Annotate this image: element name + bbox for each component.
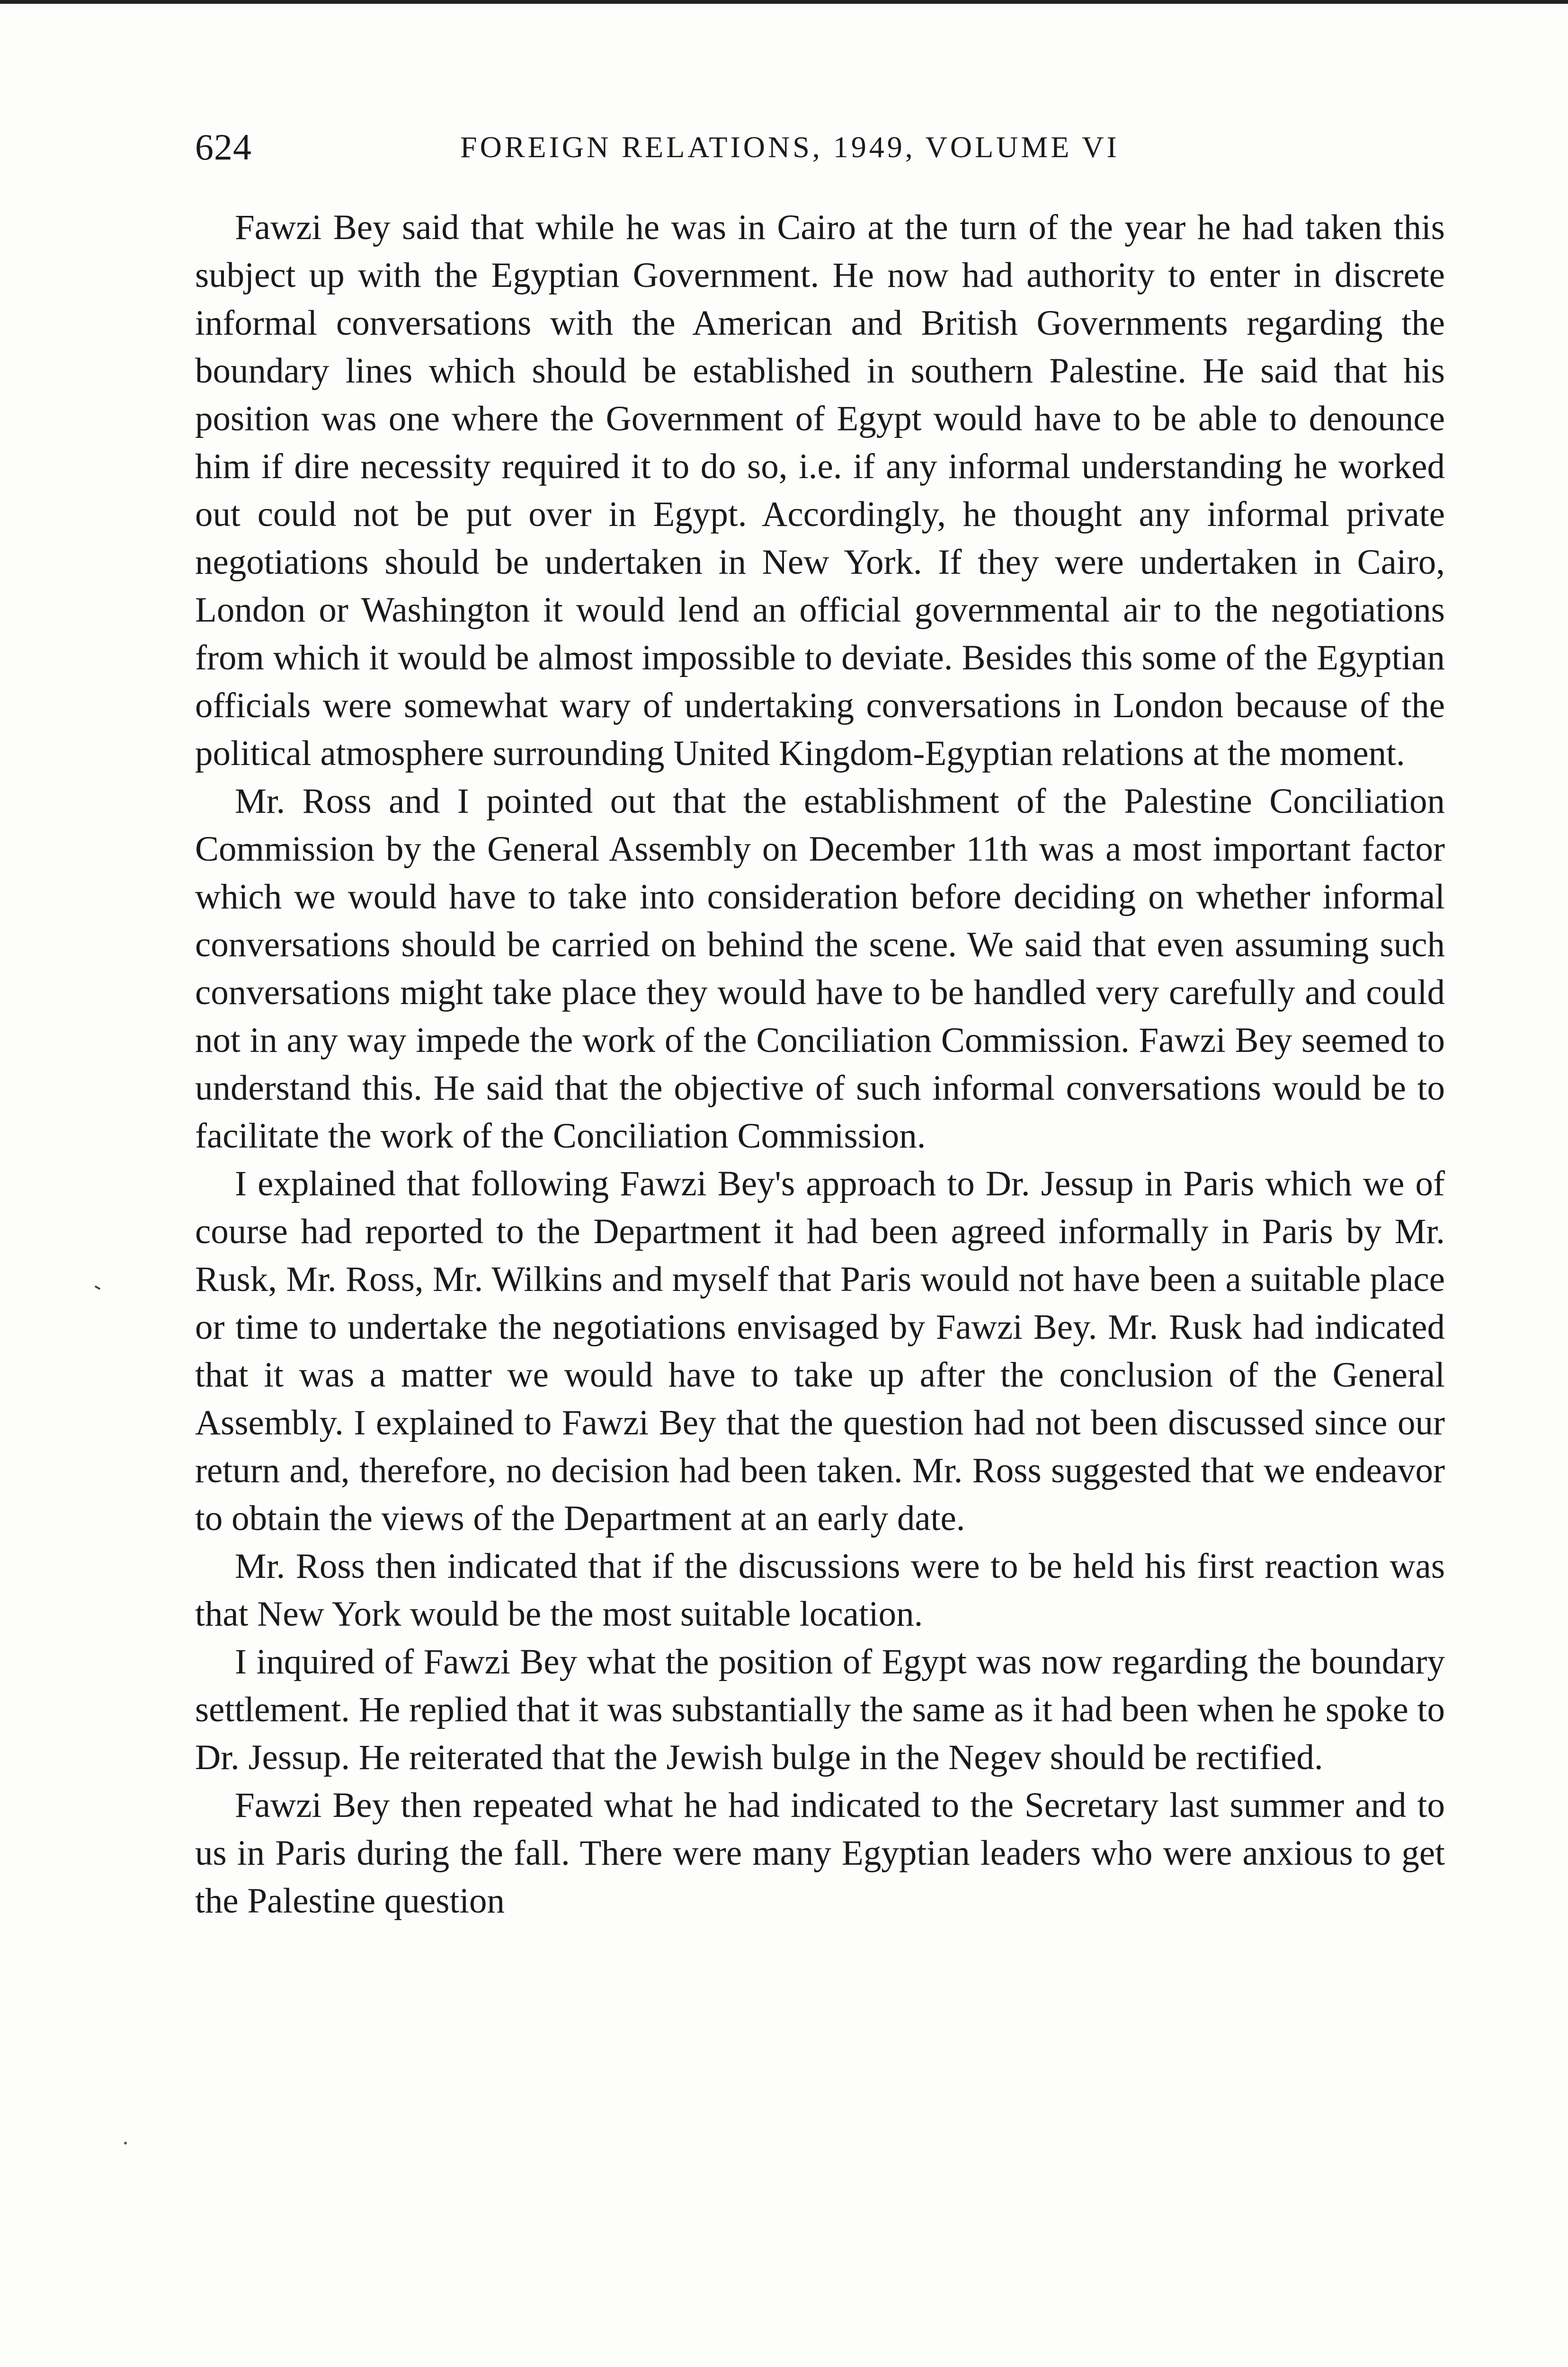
paragraph: Mr. Ross and I pointed out that the establishment of the Palestine Conciliation Commission by the General Assembly on December 11th was a most important factor which we would have to take into consideration before deciding on whether informal conversations should be carried on behind the scene. We said that even assuming such conversations might take place they would have to be handled very carefully and could not in any way impede the work of the Conciliation Commission. Fawzi Bey seemed to understand this. He said that the objective of such informal conversations would be to facilitate the work of the Conciliation Commission. xyxy=(195,782,1445,1156)
paragraph: Fawzi Bey said that while he was in Cairo at the turn of the year he had taken this subject up with the Egyptian Government. He now had authority to enter in discrete informal conversations with the American and British Governments regarding the boundary lines which should be established in southern Palestine. He said that his position was one where the Government of Egypt would have to be able to denounce him if dire necessity required it to do so, i.e. if any informal understanding he worked out could not be put over in Egypt. Accordingly, he thought any informal private negotiations should be undertaken in New York. If they were undertaken in Cairo, London or Washington it would lend an official governmental air to the negotiations from which it would be almost impossible to deviate. Besides this some of the Egyptian officials were somewhat wary of undertaking conversations in London because of the political atmosphere surrounding United Kingdom-Egyptian relations at the moment. xyxy=(195,208,1445,773)
paragraph: Fawzi Bey then repeated what he had indicated to the Secretary last summer and to us in Paris during the fall. There were many Egyptian leaders who were anxious to get the Palestine question xyxy=(195,1786,1445,1921)
top-border-rule xyxy=(0,0,1568,4)
running-title: FOREIGN RELATIONS, 1949, VOLUME VI xyxy=(460,130,1120,164)
body-text xyxy=(195,204,1445,1925)
page-number: 624 xyxy=(195,126,252,168)
scan-artifact-mark xyxy=(95,1285,100,1290)
scan-artifact-dot xyxy=(124,2142,127,2145)
paragraph: Mr. Ross then indicated that if the discussions were to be held his first reaction was that New York would be the most suitable location. xyxy=(195,1547,1445,1634)
paragraph: I inquired of Fawzi Bey what the position of Egypt was now regarding the boundary settlement. He replied that it was substantially the same as it had been when he spoke to Dr. Jessup. He reiterated that the Jewish bulge in the Negev should be rectified. xyxy=(195,1642,1445,1777)
page-header xyxy=(195,121,1454,173)
paragraph: I explained that following Fawzi Bey's approach to Dr. Jessup in Paris which we of course had reported to the Department it had been agreed informally in Paris by Mr. Rusk, Mr. Ross, Mr. Wilkins and myself that Paris would not have been a suitable place or time to undertake the negotiations envisaged by Fawzi Bey. Mr. Rusk had indicated that it was a matter we would have to take up after the conclusion of the General Assembly. I explained to Fawzi Bey that the question had not been discussed since our return and, therefore, no decision had been taken. Mr. Ross suggested that we endeavor to obtain the views of the Department at an early date. xyxy=(195,1164,1445,1538)
